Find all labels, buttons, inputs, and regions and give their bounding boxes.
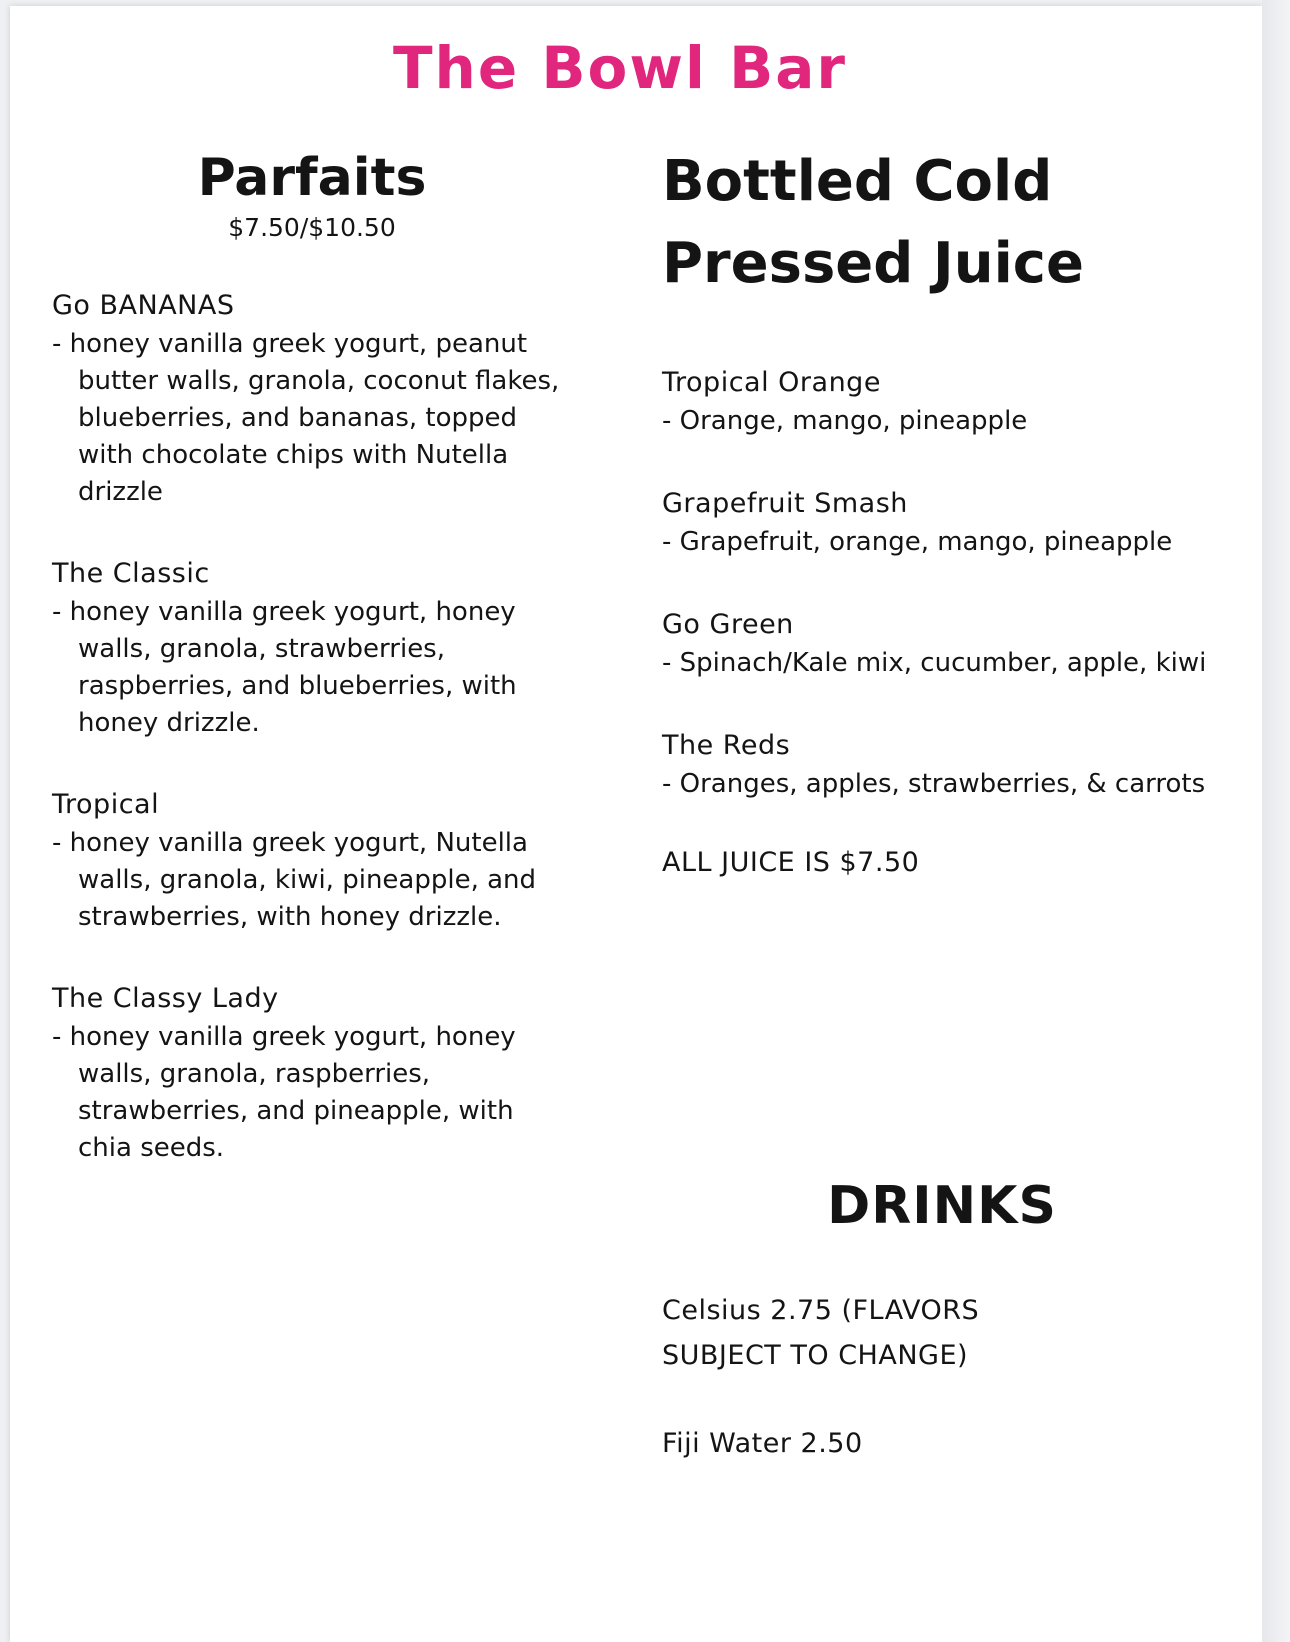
juice-price-note: ALL JUICE IS $7.50: [662, 847, 920, 878]
parfait-name: Tropical: [52, 789, 160, 820]
juice-heading-line1: Bottled Cold: [662, 149, 1053, 214]
juice-item-tropical-orange: [662, 363, 1222, 440]
parfait-description: - honey vanilla greek yogurt, honey walls, granola, raspberries, strawberries, and pineapple, with chia seeds.: [52, 1022, 516, 1163]
parfait-description: - honey vanilla greek yogurt, peanut butter walls, granola, coconut flakes, blueberries, and bananas, topped with chocolate chips with Nutella drizzle: [52, 329, 560, 507]
juice-name: Go Green: [662, 609, 794, 640]
parfait-item-tropical: [52, 785, 572, 936]
juice-item-the-reds: [662, 726, 1222, 803]
juice-list: [662, 363, 1222, 803]
drinks-heading: DRINKS: [827, 1176, 1057, 1236]
juice-heading-line2: Pressed Juice: [662, 231, 1084, 296]
juice-name: Grapefruit Smash: [662, 488, 908, 519]
juice-description: - Orange, mango, pineapple: [662, 406, 1028, 436]
juice-item-grapefruit-smash: [662, 484, 1222, 561]
juice-name: The Reds: [662, 730, 791, 761]
juice-item-go-green: [662, 605, 1222, 682]
parfait-item-go-bananas: [52, 286, 572, 511]
parfaits-heading: Parfaits: [197, 148, 427, 208]
parfait-item-the-classy-lady: [52, 979, 572, 1167]
parfait-name: Go BANANAS: [52, 290, 235, 321]
parfait-name: The Classic: [52, 558, 210, 589]
menu-title: The Bowl Bar: [392, 34, 848, 102]
parfaits-list: [52, 286, 572, 1167]
drink-item-fiji-water: Fiji Water 2.50: [662, 1428, 863, 1459]
parfait-description: - honey vanilla greek yogurt, honey walls, granola, strawberries, raspberries, and blueberries, with honey drizzle.: [52, 597, 517, 738]
parfait-name: The Classy Lady: [52, 983, 279, 1014]
page-edge-shadow: [1262, 0, 1290, 1642]
parfait-item-the-classic: [52, 554, 572, 742]
drink-item-celsius: Celsius 2.75 (FLAVORS SUBJECT TO CHANGE): [662, 1295, 980, 1371]
juice-description: - Grapefruit, orange, mango, pineapple: [662, 527, 1173, 557]
juice-description: - Spinach/Kale mix, cucumber, apple, kiwi: [662, 648, 1207, 678]
parfaits-price: $7.50/$10.50: [228, 213, 396, 242]
parfaits-section: [52, 146, 572, 1210]
juice-description: - Oranges, apples, strawberries, & carrots: [662, 769, 1206, 799]
juice-name: Tropical Orange: [662, 367, 881, 398]
parfait-description: - honey vanilla greek yogurt, Nutella walls, granola, kiwi, pineapple, and strawberries, with honey drizzle.: [52, 828, 537, 932]
juice-section: [662, 141, 1222, 878]
menu-page: [10, 6, 1262, 1642]
